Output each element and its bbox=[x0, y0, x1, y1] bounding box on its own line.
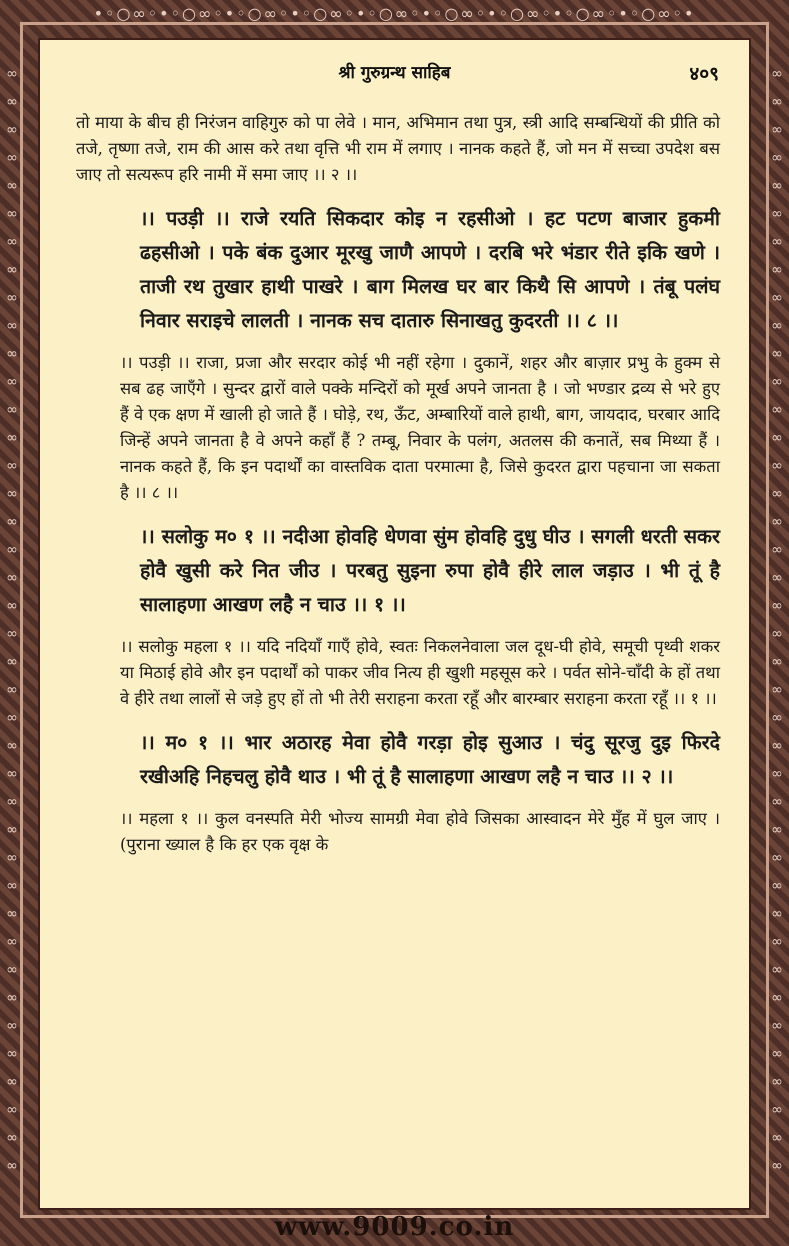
scripture-page bbox=[38, 38, 751, 1210]
right-ornament: ∞ ∞ ∞ ∞ ∞ ∞ ∞ ∞ ∞ ∞ ∞ ∞ ∞ ∞ ∞ ∞ ∞ ∞ ∞ ∞ ∞ ∞ ∞ ∞ ∞ ∞ ∞ ∞ ∞ ∞ ∞ ∞ ∞ ∞ ∞ ∞ ∞ ∞ ∞ ∞ bbox=[771, 66, 783, 1174]
verse-mahla: ।। म० १ ।। भार अठारह मेवा होवै गरड़ा होइ सुआउ । चंदु सूरजु दुइ फिरदे रखीअहि निहचलु होवै थाउ । भी तूं है सालाहणा आखण लहै न चाउ ।। २ ।। bbox=[140, 731, 720, 788]
site-url-watermark[interactable]: www.9009.co.in bbox=[274, 1212, 515, 1242]
translation-paragraph: तो माया के बीच ही निरंजन वाहिगुरु को पा लेवे । मान, अभिमान तथा पुत्र, स्त्री आदि सम्बन्धियों की प्रीति को तजे, तृष्णा तजे, राम की आस करे तथा वृत्ति भी राम में लगाए । नानक कहते हैं, जो मन में सच्चा उपदेश बस जाए तो सत्यरूप हरि नामी में समा जाए ।। २ ।। bbox=[76, 113, 720, 184]
translation-paragraph: ।। सलोकु महला १ ।। यदि नदियाँ गाएँ होवे, स्वतः निकलनेवाला जल दूध-घी होवे, समूची पृथ्वी शकर या मिठाई होवे और इन पदार्थों को पाकर जीव नित्य ही खुशी महसूस करे । पर्वत सोने-चाँदी के हों तथा वे हीरे तथा लालों से जड़े हुए हों तो भी तेरी सराहना करता रहूँ और बारम्बार सराहना करता रहूँ ।। १ ।। bbox=[120, 637, 720, 708]
verse-pauri: ।। पउड़ी ।। राजे रयति सिकदार कोइ न रहसीओ । हट पटण बाजार हुकमी ढहसीओ । पके बंक दुआर मूरखु जाणै आपणे । दरबि भरे भंडार रीते इकि खणे । ताजी रथ तुखार हाथी पाखरे । बाग मिलख घर बार किथै सि आपणे । तंबू पलंघ निवार सराइचे लालती । नानक सच दातारु सिनाखतु कुदरती ।। ८ ।। bbox=[140, 207, 720, 332]
page-title: श्री गुरुग्रन्थ साहिब bbox=[338, 63, 451, 83]
translation-paragraph: ।। महला १ ।। कुल वनस्पति मेरी भोज्य सामग्री मेवा होवे जिसका आस्वादन मेरे मुँह में घुल जाए । (पुराना ख्याल है कि हर एक वृक्ष के bbox=[120, 809, 720, 854]
page-header bbox=[40, 60, 749, 90]
top-ornament: •◦○∞◦•◦○∞◦•◦○∞◦•◦○∞◦•◦○∞◦•◦○∞◦•◦○∞◦•◦○∞◦•◦○∞◦• bbox=[93, 4, 696, 23]
page-number: ४०९ bbox=[689, 63, 719, 85]
page-content bbox=[76, 110, 720, 872]
translation-paragraph: ।। पउड़ी ।। राजा, प्रजा और सरदार कोई भी नहीं रहेगा । दुकानें, शहर और बाज़ार प्रभु के हुक्म से सब ढह जाएँगे । सुन्दर द्वारों वाले पक्के मन्दिरों को मूर्ख अपने जानता है । जो भण्डार द्रव्य से भरे हुए हैं वे एक क्षण में खाली हो जाते हैं । घोड़े, रथ, ऊँट, अम्बारियों वाले हाथी, बाग, जायदाद, घरबार आदि जिन्हें अपने जानता है वे अपने कहाँ हैं ? तम्बू, निवार के पलंग, अतलस की कनातें, सब मिथ्या हैं । नानक कहते हैं, कि इन पदार्थों का वास्तविक दाता परमात्मा है, जिसे कुदरत द्वारा पहचाना जा सकता है ।। ८ ।। bbox=[120, 353, 720, 502]
left-ornament: ∞ ∞ ∞ ∞ ∞ ∞ ∞ ∞ ∞ ∞ ∞ ∞ ∞ ∞ ∞ ∞ ∞ ∞ ∞ ∞ ∞ ∞ ∞ ∞ ∞ ∞ ∞ ∞ ∞ ∞ ∞ ∞ ∞ ∞ ∞ ∞ ∞ ∞ ∞ ∞ bbox=[6, 66, 18, 1174]
verse-salok: ।। सलोकु म० १ ।। नदीआ होवहि धेणवा सुंम होवहि दुधु घीउ । सगली धरती सकर होवै खुसी करे नित जीउ । परबतु सुइना रुपा होवै हीरे लाल जड़ाउ । भी तूं है सालाहणा आखण लहै न चाउ ।। १ ।। bbox=[140, 525, 720, 616]
